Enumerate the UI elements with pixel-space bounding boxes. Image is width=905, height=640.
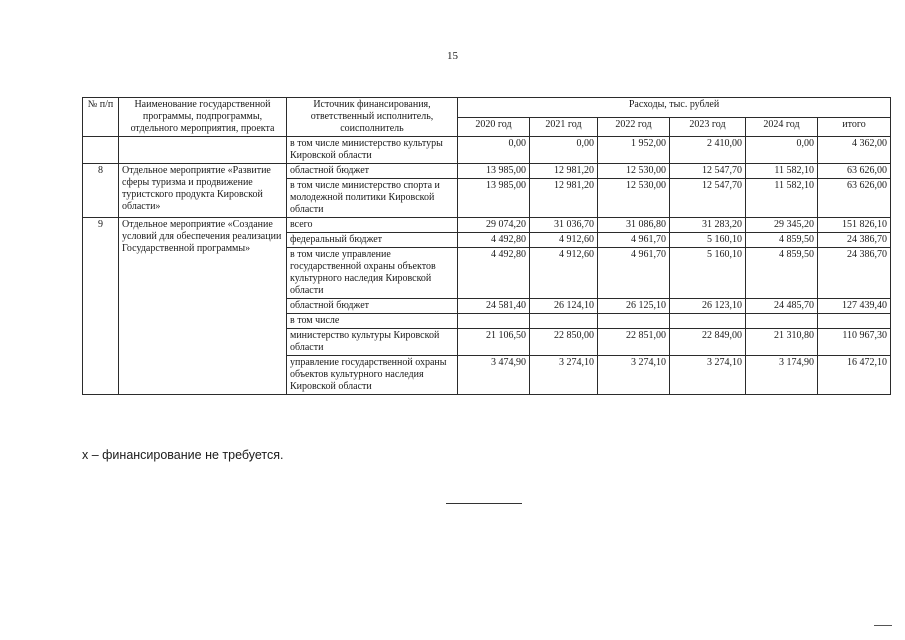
row-num: 8 bbox=[83, 164, 119, 218]
cell-2024: 4 859,50 bbox=[746, 248, 818, 299]
cell-2023: 12 547,70 bbox=[670, 179, 746, 218]
row-num bbox=[83, 137, 119, 164]
cell-2023 bbox=[670, 314, 746, 329]
cell-2020: 13 985,00 bbox=[458, 179, 530, 218]
cell-2024: 29 345,20 bbox=[746, 218, 818, 233]
cell-2023: 22 849,00 bbox=[670, 329, 746, 356]
cell-2023: 3 274,10 bbox=[670, 356, 746, 395]
cell-total: 110 967,30 bbox=[818, 329, 891, 356]
cell-2021: 0,00 bbox=[530, 137, 598, 164]
header-total: итого bbox=[818, 117, 891, 137]
cell-2023: 31 283,20 bbox=[670, 218, 746, 233]
cell-2021: 12 981,20 bbox=[530, 179, 598, 218]
cell-2024: 4 859,50 bbox=[746, 233, 818, 248]
cell-2022: 26 125,10 bbox=[598, 299, 670, 314]
cell-2020: 0,00 bbox=[458, 137, 530, 164]
cell-2020: 4 492,80 bbox=[458, 233, 530, 248]
row-source: в том числе bbox=[287, 314, 458, 329]
page-number: 15 bbox=[447, 50, 458, 62]
row-num: 9 bbox=[83, 218, 119, 395]
cell-2022: 12 530,00 bbox=[598, 164, 670, 179]
cell-2024 bbox=[746, 314, 818, 329]
cell-2023: 12 547,70 bbox=[670, 164, 746, 179]
cell-2022: 31 086,80 bbox=[598, 218, 670, 233]
cell-2021: 31 036,70 bbox=[530, 218, 598, 233]
header-year: 2024 год bbox=[746, 117, 818, 137]
cell-2023: 2 410,00 bbox=[670, 137, 746, 164]
budget-table bbox=[82, 97, 891, 395]
cell-2022: 12 530,00 bbox=[598, 179, 670, 218]
cell-total: 24 386,70 bbox=[818, 248, 891, 299]
header-expenses: Расходы, тыс. рублей bbox=[458, 98, 891, 118]
cell-2021: 4 912,60 bbox=[530, 233, 598, 248]
row-source: в том числе управление государственной охраны объектов культурного наследия Кировской области bbox=[287, 248, 458, 299]
cell-2021: 12 981,20 bbox=[530, 164, 598, 179]
cell-total: 151 826,10 bbox=[818, 218, 891, 233]
closing-rule bbox=[446, 503, 522, 504]
cell-total: 127 439,40 bbox=[818, 299, 891, 314]
cell-total: 16 472,10 bbox=[818, 356, 891, 395]
cell-total: 4 362,00 bbox=[818, 137, 891, 164]
header-source: Источник финансирования, ответственный исполнитель, соисполнитель bbox=[287, 98, 458, 137]
row-source: федеральный бюджет bbox=[287, 233, 458, 248]
table-row bbox=[83, 164, 891, 179]
cell-2023: 5 160,10 bbox=[670, 248, 746, 299]
cell-2022: 1 952,00 bbox=[598, 137, 670, 164]
cell-2022 bbox=[598, 314, 670, 329]
cell-2022: 3 274,10 bbox=[598, 356, 670, 395]
header-year: 2021 год bbox=[530, 117, 598, 137]
cell-2024: 3 174,90 bbox=[746, 356, 818, 395]
cell-2023: 26 123,10 bbox=[670, 299, 746, 314]
row-source: областной бюджет bbox=[287, 299, 458, 314]
cell-2024: 0,00 bbox=[746, 137, 818, 164]
header-year: 2020 год bbox=[458, 117, 530, 137]
row-name: Отдельное мероприятие «Развитие сферы туризма и продвижение туристского продукта Кировской области» bbox=[119, 164, 287, 218]
row-name: Отдельное мероприятие «Создание условий для обеспечения реализации Государственной программы» bbox=[119, 218, 287, 395]
cell-2024: 24 485,70 bbox=[746, 299, 818, 314]
cell-2021: 3 274,10 bbox=[530, 356, 598, 395]
cell-2024: 11 582,10 bbox=[746, 164, 818, 179]
cell-2024: 11 582,10 bbox=[746, 179, 818, 218]
cell-2021: 26 124,10 bbox=[530, 299, 598, 314]
row-source: в том числе министерство культуры Кировской области bbox=[287, 137, 458, 164]
cell-2022: 4 961,70 bbox=[598, 248, 670, 299]
header-num: № п/п bbox=[83, 98, 119, 137]
row-name bbox=[119, 137, 287, 164]
header-year: 2022 год bbox=[598, 117, 670, 137]
cell-total bbox=[818, 314, 891, 329]
cell-2020 bbox=[458, 314, 530, 329]
cell-2020: 4 492,80 bbox=[458, 248, 530, 299]
corner-dash bbox=[874, 625, 892, 626]
cell-2020: 24 581,40 bbox=[458, 299, 530, 314]
cell-2023: 5 160,10 bbox=[670, 233, 746, 248]
table-row bbox=[83, 137, 891, 164]
cell-2021: 22 850,00 bbox=[530, 329, 598, 356]
row-source: всего bbox=[287, 218, 458, 233]
cell-2024: 21 310,80 bbox=[746, 329, 818, 356]
row-source: министерство культуры Кировской области bbox=[287, 329, 458, 356]
table-row bbox=[83, 218, 891, 233]
cell-2022: 22 851,00 bbox=[598, 329, 670, 356]
cell-total: 24 386,70 bbox=[818, 233, 891, 248]
row-source: управление государственной охраны объектов культурного наследия Кировской области bbox=[287, 356, 458, 395]
row-source: в том числе министерство спорта и молодежной политики Кировской области bbox=[287, 179, 458, 218]
footnote: х – финансирование не требуется. bbox=[82, 448, 284, 462]
cell-2020: 21 106,50 bbox=[458, 329, 530, 356]
row-source: областной бюджет bbox=[287, 164, 458, 179]
cell-2022: 4 961,70 bbox=[598, 233, 670, 248]
cell-total: 63 626,00 bbox=[818, 179, 891, 218]
header-year: 2023 год bbox=[670, 117, 746, 137]
cell-2020: 13 985,00 bbox=[458, 164, 530, 179]
cell-2021 bbox=[530, 314, 598, 329]
cell-2020: 3 474,90 bbox=[458, 356, 530, 395]
header-name: Наименование государственной программы, подпрограммы, отдельного мероприятия, проекта bbox=[119, 98, 287, 137]
cell-2020: 29 074,20 bbox=[458, 218, 530, 233]
cell-total: 63 626,00 bbox=[818, 164, 891, 179]
cell-2021: 4 912,60 bbox=[530, 248, 598, 299]
